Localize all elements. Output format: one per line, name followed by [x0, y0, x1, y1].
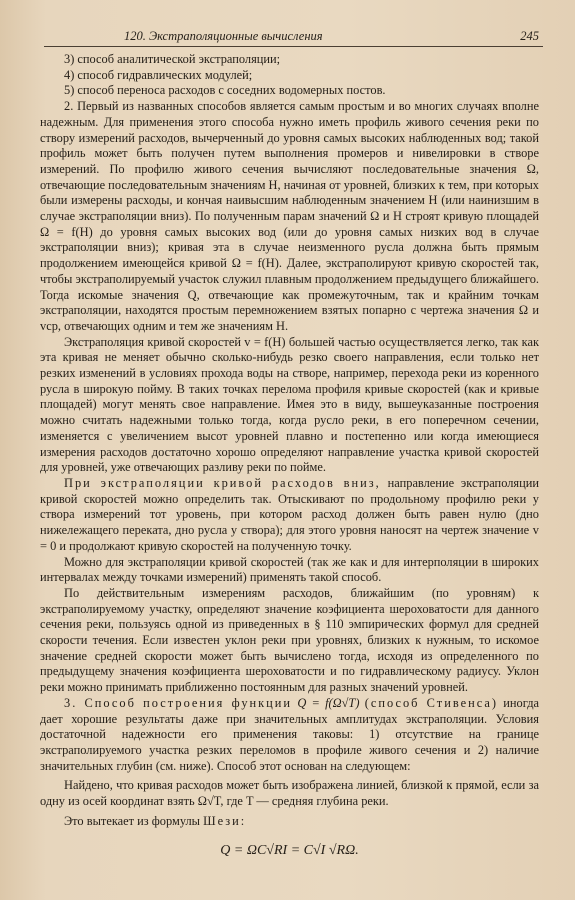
section-title: 120. Экстраполяционные вычисления — [124, 29, 323, 43]
paragraph-text: иногда дает хорошие результаты даже при значительных амплитудах экстраполяции. Условия достаточной надежности его применения таковы: 1) отсутствие на границе экстраполируемого участка резких переломов в профиле живого сечения и 2) наличие значительных глубин (см. ниже). Способ этот основан на следующем: — [40, 695, 539, 773]
spaced-phrase: При экстраполяции кривой расходов вниз, — [64, 475, 381, 490]
list-item: 3) способ аналитической экстраполяции; — [64, 52, 281, 66]
paragraph-velocity-curve: Экстраполяция кривой скоростей v = f(H) большей частью осуществляется легко, так как эта кривая не меняет обычно сколько-нибудь резко своего направления, если только нет резких изменений в условиях прохода воды на створе, например, перехода реки из коренного русла в широкую пойму. В таких точках перелома профиля кривые скоростей (как и кривые площадей) могут менять свое направление. Имея это в виду, вышеуказанные построения можно считать надежными только тогда, когда русло реки, в его поперечном сечении, изменяется с увеличением высот уровней плавно и постепенно или когда имеющиеся измерения расходов достаточно хорошо определяют направление участка кривой скоростей для уровней, уже отвечающих разливу реки по пойме. — [40, 334, 539, 475]
page-body — [40, 52, 539, 859]
list-item: 5) способ переноса расходов с соседних водомерных постов. — [64, 83, 386, 98]
paragraph-text: Это вытекает из формулы — [64, 813, 204, 828]
paragraph-method-1: 2. Первый из названных способов является самым простым и во многих случаях вполне надежным. Для применения этого способа нужно иметь профиль живого сечения реки по створу измерений расходов, вычерченный до уровня самых высоких наблюденных вод; такой профиль может быть получен путем выполнения промеров и нивелировки в створе измерений. По профилю живого сечения вычисляют последовательные значения Ω, отвечающие последовательным значениям H, начиная от уровней, близких к тем, при которых были измерены расходы, и кончая наивысшим наблюденным значением H (или наинизшим в случае экстраполяции вниз). По полученным парам значений Ω и H строят кривую площадей Ω = f(H) до уровня самых высоких вод (или до уровня самых низких вод в случае экстраполяции вниз); кривая эта в случае неизменного русла должна быть прямым продолжением имеющейся кривой Ω = f(H). Далее, экстраполируют кривую скоростей так, чтобы экстраполируемый участок служил плавным продолжением предыдущего ближайшего. Тогда искомые значения Q, отвечающие как промежуточным, так и крайним точкам экстраполяции, находятся простым перемножением взятых попарно с чертежа значения Ω и vср, отвечающих одним и тем же значениям H. — [40, 99, 539, 333]
paragraph-text: направление экстраполяции кривой скоростей можно определить так. Отыскивают по продольному профилю реки у створа измерений тот уровень, при котором расход должен быть равен нулю (дно нижележащего переката, дно русла у створа); для этого уровня наносят на чертеж значение v = 0 и продолжают кривую скоростей на полученную точку. — [40, 475, 539, 553]
spaced-phrase: 3. Способ построения функции — [64, 695, 293, 710]
running-header — [44, 28, 543, 47]
spaced-phrase: Шези: — [203, 813, 247, 828]
paragraph-roughness: По действительным измерениям расходов, ближайшим (по уровням) к экстраполируемому участку, определяют значение коэфициента шероховатости для данного сечения реки, пользуясь одной из приведенных в § 110 эмпирических формул для средней скорости течения. Если известен уклон реки при уровнях, близких к нужным, то искомое значение средней скорости может быть вычислено тогда, исходя из определенного по предыдущему значения коэфициента шероховатости и по гидравлическому радиусу. Уклон реки можно принимать приближенно постоянным для разных значений уровней. — [40, 585, 539, 695]
paragraph-chezy — [40, 814, 539, 830]
paragraph-extrapolation-down — [40, 476, 539, 555]
paragraph-method-3 — [40, 696, 539, 775]
list-item: 4) способ гидравлических модулей; — [64, 67, 253, 82]
paragraph-finding: Найдено, что кривая расходов может быть изображена линией, близкой к прямой, если за одну из осей координат взять Ω√T, где T — средняя глубина реки. — [40, 778, 539, 809]
page-number: 245 — [520, 29, 539, 43]
paragraph-interpolation: Можно для экстраполяции кривой скоростей (так же как и для интерполяции в широких интервалах между точками измерений) применять такой способ. — [40, 554, 539, 585]
chezy-formula: Q = ΩC√RI = C√I √RΩ. — [220, 843, 359, 859]
inline-formula: Q = f(Ω√T) — [292, 695, 365, 710]
spaced-phrase: (способ Стивенса) — [364, 695, 499, 710]
